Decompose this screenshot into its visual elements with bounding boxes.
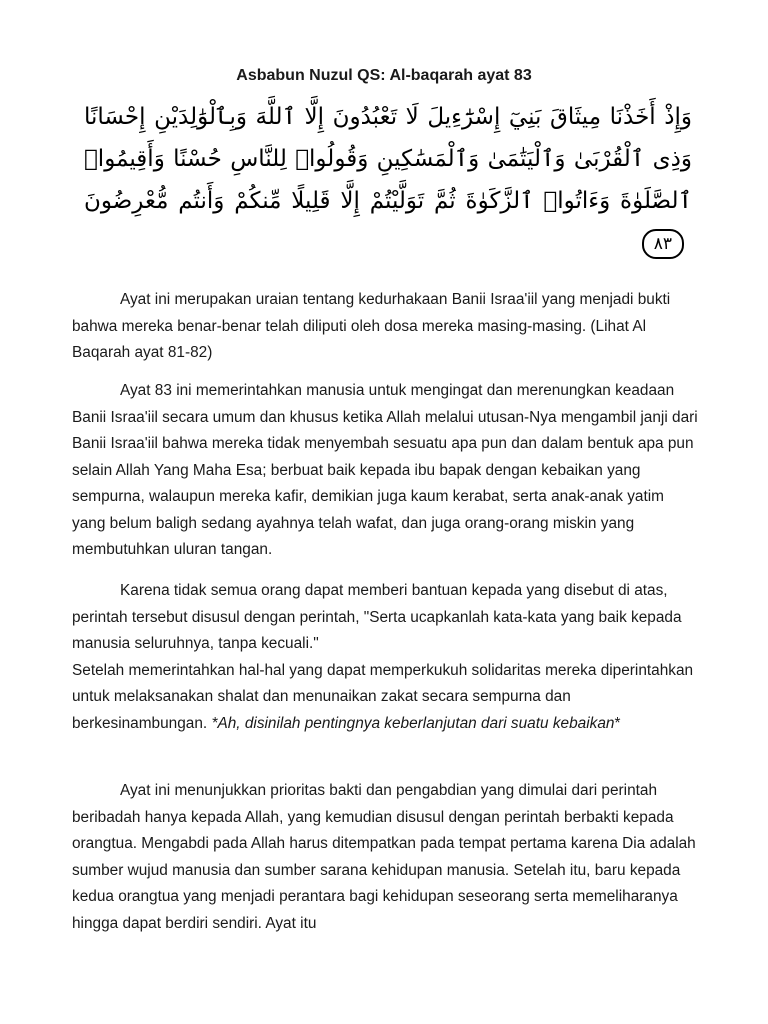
paragraph-2-text: Ayat 83 ini memerintahkan manusia untuk mengingat dan merenungkan keadaan Banii Israa'iil secara umum dan khusus ketika Allah melalui utusan-Nya mengambil janji dari Banii Israa'iil bahwa mereka tidak menyembah sesuatu apa pun dan dalam bentuk apa pun selain Allah Yang Maha Esa; berbuat baik kepada ibu bapak dengan kebaikan yang sempurna, walaupun mereka kafir, demikian juga kaum kerabat, serta anak-anak yatim yang belum baligh sedang ayahnya telah wafat, dan juga orang-orang miskin yang membutuhkan uluran tangan. — [72, 382, 698, 558]
arabic-verse-text: وَإِذْ أَخَذْنَا مِيثَاقَ بَنِيٓ إِسْرَٰٓءِيلَ لَا تَعْبُدُونَ إِلَّا ٱللَّهَ وَبِٱلْوَٰلِدَيْنِ إِحْسَانًا وَذِى ٱلْقُرْبَىٰ وَٱلْيَتَٰمَىٰ وَٱلْمَسَٰكِينِ وَقُولُوا۟ لِلنَّاسِ حُسْنًا وَأَقِيمُوا۟ ٱلصَّلَوٰةَ وَءَاتُوا۟ ٱلزَّكَوٰةَ ثُمَّ تَوَلَّيْتُمْ إِلَّا قَلِيلًا مِّنكُمْ وَأَنتُم مُّعْرِضُونَ — [84, 104, 692, 214]
paragraph-3 — [72, 578, 698, 737]
arabic-verse — [84, 96, 692, 264]
paragraph-1-text: Ayat ini merupakan uraian tentang kedurhakaan Banii Israa'iil yang menjadi bukti bahwa mereka benar-benar telah diliputi oleh dosa mereka masing-masing. (Lihat Al Baqarah ayat 81-82) — [72, 291, 671, 361]
ayah-number-mark: ٨٣ — [642, 229, 684, 259]
paragraph-4-text: Ayat ini menunjukkan prioritas bakti dan pengabdian yang dimulai dari perintah beribadah hanya kepada Allah, yang kemudian disusul dengan perintah berbakti kepada orangtua. Mengabdi pada Allah harus ditempatkan pada tempat pertama karena Dia adalah sumber wujud manusia dan sumber sarana kehidupan manusia. Setelah itu, baru kepada kedua orangtua yang menjadi perantara bagi kehidupan seseorang serta memeliharanya hingga dapat berdiri sendiri. Ayat itu — [72, 782, 696, 932]
page-title: Asbabun Nuzul QS: Al-baqarah ayat 83 — [236, 67, 532, 84]
paragraph-3b-italic-note: *Ah, disinilah pentingnya keberlanjutan dari suatu kebaikan — [211, 714, 615, 732]
paragraph-4 — [72, 778, 698, 937]
paragraph-3b-text: Setelah memerintahkan hal-hal yang dapat memperkukuh solidaritas mereka diperintahkan untuk melaksanakan shalat dan menunaikan zakat secara sempurna dan berkesinambungan. — [72, 661, 694, 732]
paragraph-3b — [72, 658, 698, 738]
paragraph-2 — [72, 378, 698, 564]
paragraph-3a-text: Karena tidak semua orang dapat memberi bantuan kepada yang disebut di atas, perintah tersebut disusul dengan perintah, "Serta ucapkanlah kata-kata yang baik kepada manusia seluruhnya, tanpa kecuali." — [72, 582, 682, 652]
paragraph-3b-end: * — [614, 714, 621, 732]
paragraph-1 — [72, 287, 698, 367]
